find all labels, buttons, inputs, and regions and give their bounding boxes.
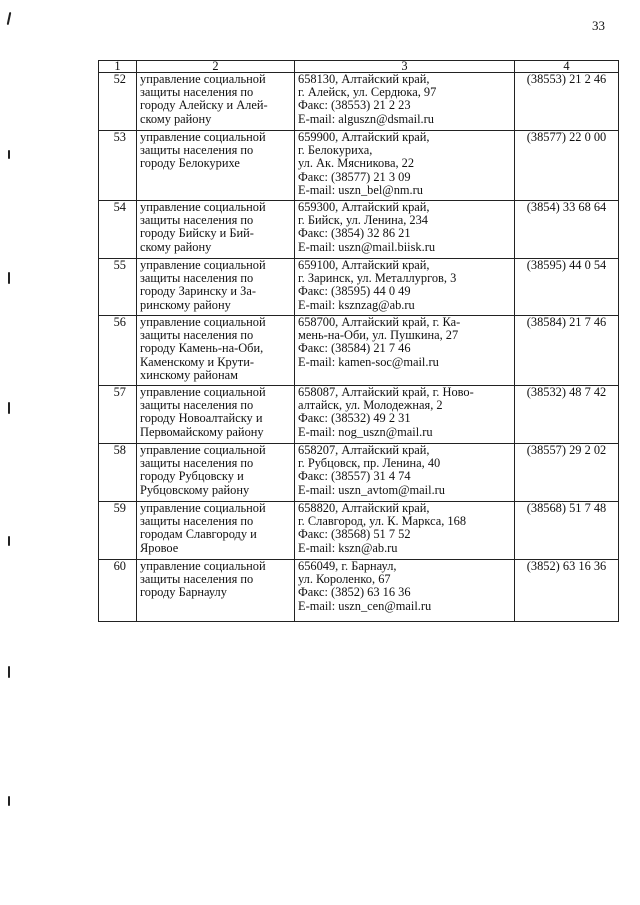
- address-line: г. Славгород, ул. К. Маркса, 168: [298, 514, 467, 529]
- department-name-line: Каменскому и Крути-: [140, 354, 254, 369]
- scan-mark: [7, 12, 12, 25]
- department-name-line: защиты населения по: [140, 328, 254, 343]
- address-cell: [295, 316, 515, 386]
- address-line: мень-на-Оби, ул. Пушкина, 27: [298, 328, 459, 343]
- address-line: Факс: (38584) 21 7 46: [298, 341, 411, 356]
- department-name-line: управление социальной: [140, 385, 266, 399]
- address-cell: [295, 502, 515, 560]
- address-line: г. Бийск, ул. Ленина, 234: [298, 213, 428, 228]
- address-cell: [295, 201, 515, 259]
- department-name-line: скому району: [140, 111, 212, 126]
- department-name-cell: [137, 73, 295, 131]
- address-cell: [295, 444, 515, 502]
- address-cell: [295, 386, 515, 444]
- department-name-cell: [137, 316, 295, 386]
- phone-cell: (38595) 44 0 54: [515, 259, 619, 316]
- department-name-line: городу Рубцовску и: [140, 469, 244, 484]
- address-line: E-mail: kszn@ab.ru: [298, 540, 398, 555]
- address-line: Факс: (38532) 49 2 31: [298, 411, 411, 426]
- department-name-line: городу Бийску и Бий-: [140, 226, 254, 241]
- address-line: E-mail: alguszn@dsmail.ru: [298, 111, 434, 126]
- department-name-cell: [137, 444, 295, 502]
- department-name-line: защиты населения по: [140, 85, 254, 100]
- department-name-cell: [137, 560, 295, 622]
- department-name-line: защиты населения по: [140, 456, 254, 471]
- address-line: 658700, Алтайский край, г. Ка-: [298, 315, 461, 329]
- address-cell: [295, 259, 515, 316]
- department-name-line: городу Камень-на-Оби,: [140, 341, 264, 356]
- department-name-line: городу Заринску и За-: [140, 284, 256, 299]
- address-line: E-mail: ksznzag@ab.ru: [298, 297, 415, 312]
- table-body: [99, 73, 619, 622]
- address-line: 656049, г. Барнаул,: [298, 559, 397, 573]
- department-name-cell: [137, 502, 295, 560]
- row-number: 52: [99, 73, 137, 131]
- table-row: [99, 386, 619, 444]
- department-name-line: управление социальной: [140, 130, 266, 144]
- address-line: 659300, Алтайский край,: [298, 200, 430, 214]
- address-line: E-mail: uszn_avtom@mail.ru: [298, 482, 445, 497]
- address-line: Факс: (38595) 44 0 49: [298, 284, 411, 299]
- address-line: алтайск, ул. Молодежная, 2: [298, 398, 443, 413]
- page-number: 33: [592, 18, 605, 33]
- department-name-line: защиты населения по: [140, 213, 254, 228]
- address-line: 658130, Алтайский край,: [298, 72, 430, 86]
- table-row: [99, 259, 619, 316]
- address-cell: [295, 560, 515, 622]
- table-row: [99, 201, 619, 259]
- column-header-4: 4: [515, 61, 619, 73]
- phone-cell: (38568) 51 7 48: [515, 502, 619, 560]
- scan-mark: [8, 402, 10, 414]
- table-row: [99, 316, 619, 386]
- department-name-cell: [137, 131, 295, 201]
- address-line: Факс: (38557) 31 4 74: [298, 469, 411, 484]
- department-name-line: защиты населения по: [140, 143, 254, 158]
- row-number: 57: [99, 386, 137, 444]
- scan-mark: [8, 150, 10, 159]
- department-name-line: городу Новоалтайску и: [140, 411, 263, 426]
- address-line: E-mail: uszn_bel@nm.ru: [298, 182, 423, 197]
- department-name-cell: [137, 259, 295, 316]
- address-line: Факс: (38568) 51 7 52: [298, 527, 411, 542]
- department-name-cell: [137, 386, 295, 444]
- column-header-2: 2: [137, 61, 295, 73]
- department-name-line: управление социальной: [140, 315, 266, 329]
- department-name-line: защиты населения по: [140, 271, 254, 286]
- address-line: 658820, Алтайский край,: [298, 501, 430, 515]
- scan-mark: [8, 796, 10, 806]
- department-name-line: защиты населения по: [140, 514, 254, 529]
- table-row: [99, 560, 619, 622]
- department-name-line: управление социальной: [140, 72, 266, 86]
- department-name-line: управление социальной: [140, 501, 266, 515]
- phone-cell: (38553) 21 2 46: [515, 73, 619, 131]
- address-line: Факс: (3854) 32 86 21: [298, 226, 411, 241]
- department-name-line: защиты населения по: [140, 572, 254, 587]
- row-number: 59: [99, 502, 137, 560]
- department-name-line: городу Алейску и Алей-: [140, 98, 268, 113]
- phone-cell: (38557) 29 2 02: [515, 444, 619, 502]
- address-line: Факс: (38553) 21 2 23: [298, 98, 411, 113]
- department-name-line: городам Славгороду и: [140, 527, 257, 542]
- address-line: 659100, Алтайский край,: [298, 258, 430, 272]
- address-line: Факс: (38577) 21 3 09: [298, 169, 411, 184]
- address-line: ул. Короленко, 67: [298, 572, 391, 587]
- table-row: [99, 131, 619, 201]
- address-line: 659900, Алтайский край,: [298, 130, 430, 144]
- department-name-line: управление социальной: [140, 200, 266, 214]
- address-line: 658207, Алтайский край,: [298, 443, 430, 457]
- department-name-line: управление социальной: [140, 559, 266, 573]
- address-line: Факс: (3852) 63 16 36: [298, 585, 411, 600]
- row-number: 58: [99, 444, 137, 502]
- scan-mark: [8, 272, 10, 284]
- registry-table: [98, 60, 619, 622]
- table-row: [99, 502, 619, 560]
- department-name-line: Яровое: [140, 540, 179, 555]
- row-number: 55: [99, 259, 137, 316]
- phone-cell: (38532) 48 7 42: [515, 386, 619, 444]
- table-header-row: [99, 61, 619, 73]
- address-line: г. Рубцовск, пр. Ленина, 40: [298, 456, 441, 471]
- address-line: E-mail: nog_uszn@mail.ru: [298, 424, 433, 439]
- table-row: [99, 444, 619, 502]
- address-line: 658087, Алтайский край, г. Ново-: [298, 385, 474, 399]
- address-line: E-mail: uszn_cen@mail.ru: [298, 598, 432, 613]
- address-line: г. Заринск, ул. Металлургов, 3: [298, 271, 457, 286]
- table-row: [99, 73, 619, 131]
- department-name-line: защиты населения по: [140, 398, 254, 413]
- column-header-1: 1: [99, 61, 137, 73]
- department-name-line: ринскому району: [140, 297, 231, 312]
- department-name-line: городу Барнаулу: [140, 585, 227, 600]
- department-name-line: управление социальной: [140, 443, 266, 457]
- row-number: 60: [99, 560, 137, 622]
- row-number: 53: [99, 131, 137, 201]
- scan-mark: [8, 536, 10, 546]
- department-name-line: городу Белокурихе: [140, 156, 240, 171]
- address-line: E-mail: uszn@mail.biisk.ru: [298, 239, 436, 254]
- department-name-line: Рубцовскому району: [140, 482, 250, 497]
- address-line: г. Белокуриха,: [298, 143, 373, 158]
- department-name-line: управление социальной: [140, 258, 266, 272]
- department-name-line: Первомайскому району: [140, 424, 264, 439]
- row-number: 54: [99, 201, 137, 259]
- phone-cell: (3852) 63 16 36: [515, 560, 619, 622]
- column-header-3: 3: [295, 61, 515, 73]
- address-line: ул. Ак. Мясникова, 22: [298, 156, 415, 171]
- department-name-line: хинскому районам: [140, 367, 238, 382]
- phone-cell: (38577) 22 0 00: [515, 131, 619, 201]
- scan-mark: [8, 666, 10, 678]
- department-name-line: скому району: [140, 239, 212, 254]
- address-line: г. Алейск, ул. Сердюка, 97: [298, 85, 437, 100]
- phone-cell: (3854) 33 68 64: [515, 201, 619, 259]
- address-cell: [295, 73, 515, 131]
- address-line: E-mail: kamen-soc@mail.ru: [298, 354, 439, 369]
- phone-cell: (38584) 21 7 46: [515, 316, 619, 386]
- department-name-cell: [137, 201, 295, 259]
- address-cell: [295, 131, 515, 201]
- row-number: 56: [99, 316, 137, 386]
